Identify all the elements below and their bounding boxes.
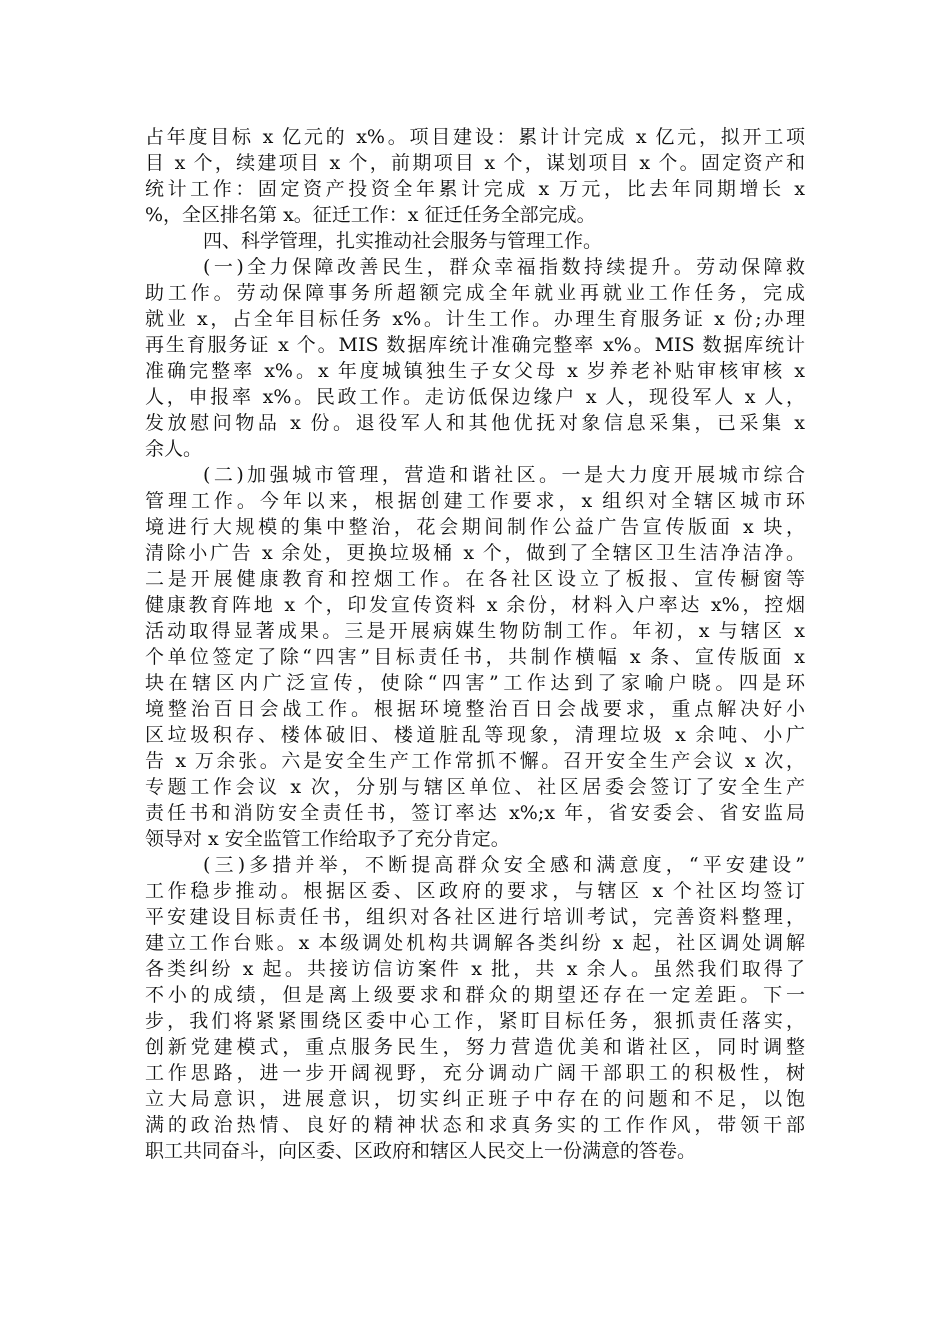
text-line: %，全区排名第 x。征迁工作：x 征迁任务全部完成。 <box>145 204 596 226</box>
section-heading: 四、科学管理，扎实推动社会服务与管理工作。 <box>203 230 603 252</box>
text-line: 境整治百日会战工作。根据环境整治百日会战要求，重点解决好小 <box>145 698 805 720</box>
body-text <box>145 124 805 1164</box>
text-line: 各类纠纷 x 起。共接访信访案件 x 批，共 x 余人。虽然我们取得了 <box>145 958 805 980</box>
text-line: 健康教育阵地 x 个，印发宣传资料 x 余份，材料入户率达 x%，控烟 <box>145 594 805 616</box>
text-line: 目 x 个，续建项目 x 个，前期项目 x 个，谋划项目 x 个。固定资产和 <box>145 152 805 174</box>
text-line: 清除小广告 x 余处，更换垃圾桶 x 个，做到了全辖区卫生洁净洁净。 <box>145 542 805 564</box>
text-line: (一)全力保障改善民生，群众幸福指数持续提升。劳动保障救 <box>203 256 805 278</box>
text-line: 告 x 万余张。六是安全生产工作常抓不懈。召开安全生产会议 x 次， <box>145 750 805 772</box>
text-line: 平安建设目标责任书，组织对各社区进行培训考试，完善资料整理， <box>145 906 805 928</box>
text-line: 块在辖区内广泛宣传，使除“四害”工作达到了家喻户晓。四是环 <box>145 672 805 694</box>
text-line: 步，我们将紧紧围绕区委中心工作，紧盯目标任务，狠抓责任落实， <box>145 1010 805 1032</box>
text-line: 统计工作：固定资产投资全年累计完成 x 万元，比去年同期增长 x <box>145 178 805 200</box>
text-line: (二)加强城市管理，营造和谐社区。一是大力度开展城市综合 <box>203 464 805 486</box>
text-line: 工作稳步推动。根据区委、区政府的要求，与辖区 x 个社区均签订 <box>145 880 805 902</box>
text-line: 个单位签定了除“四害”目标责任书，共制作横幅 x 条、宣传版面 x <box>145 646 805 668</box>
text-line: 管理工作。今年以来，根据创建工作要求，x 组织对全辖区城市环 <box>145 490 805 512</box>
text-line: 职工共同奋斗，向区委、区政府和辖区人民交上一份满意的答卷。 <box>145 1140 697 1162</box>
text-line: 创新党建模式，重点服务民生，努力营造优美和谐社区，同时调整 <box>145 1036 805 1058</box>
text-line: 专题工作会议 x 次，分别与辖区单位、社区居委会签订了安全生产 <box>145 776 805 798</box>
text-line: 占年度目标 x 亿元的 x%。项目建设：累计计完成 x 亿元，拟开工项 <box>145 126 805 148</box>
text-line: 活动取得显著成果。三是开展病媒生物防制工作。年初，x 与辖区 x <box>145 620 805 642</box>
text-line: 就业 x，占全年目标任务 x%。计生工作。办理生育服务证 x 份;办理 <box>145 308 805 330</box>
text-line: 不小的成绩，但是离上级要求和群众的期望还存在一定差距。下一 <box>145 984 805 1006</box>
text-line: 建立工作台账。x 本级调处机构共调解各类纠纷 x 起，社区调处调解 <box>145 932 805 954</box>
text-line: 二是开展健康教育和控烟工作。在各社区设立了板报、宣传橱窗等 <box>145 568 805 590</box>
text-line: 发放慰问物品 x 份。退役军人和其他优抚对象信息采集，已采集 x <box>145 412 805 434</box>
text-line: 领导对 x 安全监管工作给取予了充分肯定。 <box>145 828 510 850</box>
text-line: 准确完整率 x%。x 年度城镇独生子女父母 x 岁养老补贴审核审核 x <box>145 360 805 382</box>
text-line: 再生育服务证 x 个。MIS 数据库统计准确完整率 x%。MIS 数据库统计 <box>145 334 805 356</box>
text-line: 境进行大规模的集中整治，花会期间制作公益广告宣传版面 x 块， <box>145 516 805 538</box>
text-line: 工作思路，进一步开阔视野，充分调动广阔干部职工的积极性，树 <box>145 1062 805 1084</box>
text-line: 立大局意识，进展意识，切实纠正班子中存在的问题和不足，以饱 <box>145 1088 805 1110</box>
text-line: 余人。 <box>145 438 203 460</box>
text-line: (三)多措并举，不断提高群众安全感和满意度，“平安建设” <box>203 854 805 876</box>
text-line: 满的政治热情、良好的精神状态和求真务实的工作作风，带领干部 <box>145 1114 805 1136</box>
text-line: 人，申报率 x%。民政工作。走访低保边缘户 x 人，现役军人 x 人， <box>145 386 805 408</box>
text-line: 区垃圾积存、楼体破旧、楼道脏乱等现象，清理垃圾 x 余吨、小广 <box>145 724 805 746</box>
text-line: 助工作。劳动保障事务所超额完成全年就业再就业工作任务，完成 <box>145 282 805 304</box>
text-line: 责任书和消防安全责任书，签订率达 x%;x 年，省安委会、省安监局 <box>145 802 805 824</box>
